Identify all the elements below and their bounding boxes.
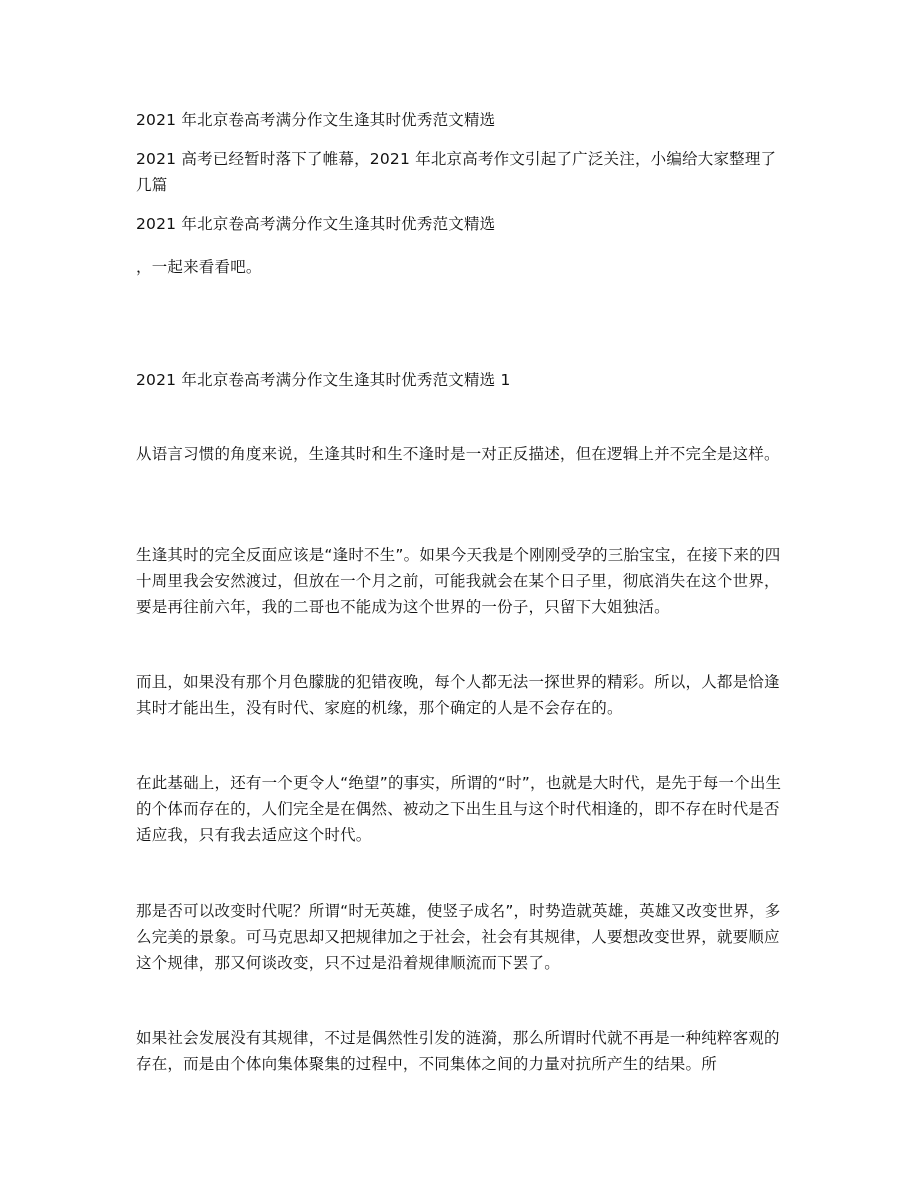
essay-paragraph: 而且，如果没有那个月色朦胧的犯错夜晚，每个人都无法一探世界的精彩。所以，人都是恰逢其时才能出生，没有时代、家庭的机缘，那个确定的人是不会存在的。	[136, 673, 780, 717]
essay-heading: 2021 年北京卷高考满分作文生逢其时优秀范文精选 1	[136, 371, 511, 389]
essay-paragraph: 在此基础上，还有一个更令人“绝望”的事实，所谓的“时”，也就是大时代，是先于每一个出生的个体而存在的，人们完全是在偶然、被动之下出生且与这个时代相逢的，即不存在时代是否适应我，只有我去适应这个时代。	[136, 774, 782, 844]
essay-paragraph: 生逢其时的完全反面应该是“逢时不生”。如果今天我是个刚刚受孕的三胎宝宝，在接下来的四十周里我会安然渡过，但放在一个月之前，可能我就会在某个日子里，彻底消失在这个世界，要是再往前六年，我的二哥也不能成为这个世界的一份子，只留下大姐独活。	[136, 546, 781, 616]
document-title: 2021 年北京卷高考满分作文生逢其时优秀范文精选	[136, 111, 496, 129]
intro-paragraph: 2021 高考已经暂时落下了帷幕，2021 年北京高考作文引起了广泛关注，小编给大家整理了几篇	[136, 150, 777, 194]
document-title-repeat: 2021 年北京卷高考满分作文生逢其时优秀范文精选	[136, 215, 496, 233]
essay-paragraph: 从语言习惯的角度来说，生逢其时和生不逢时是一对正反描述，但在逻辑上并不完全是这样。	[136, 445, 780, 463]
intro-end: ，一起来看看吧。	[136, 258, 262, 276]
essay-paragraph: 如果社会发展没有其规律，不过是偶然性引发的涟漪，那么所谓时代就不再是一种纯粹客观的存在，而是由个体向集体聚集的过程中，不同集体之间的力量对抗所产生的结果。所	[136, 1029, 780, 1073]
essay-paragraph: 那是否可以改变时代呢？所谓“时无英雄，使竖子成名”，时势造就英雄，英雄又改变世界，多么完美的景象。可马克思却又把规律加之于社会，社会有其规律，人要想改变世界，就要顺应这个规律，那又何谈改变，只不过是沿着规律顺流而下罢了。	[136, 902, 781, 972]
